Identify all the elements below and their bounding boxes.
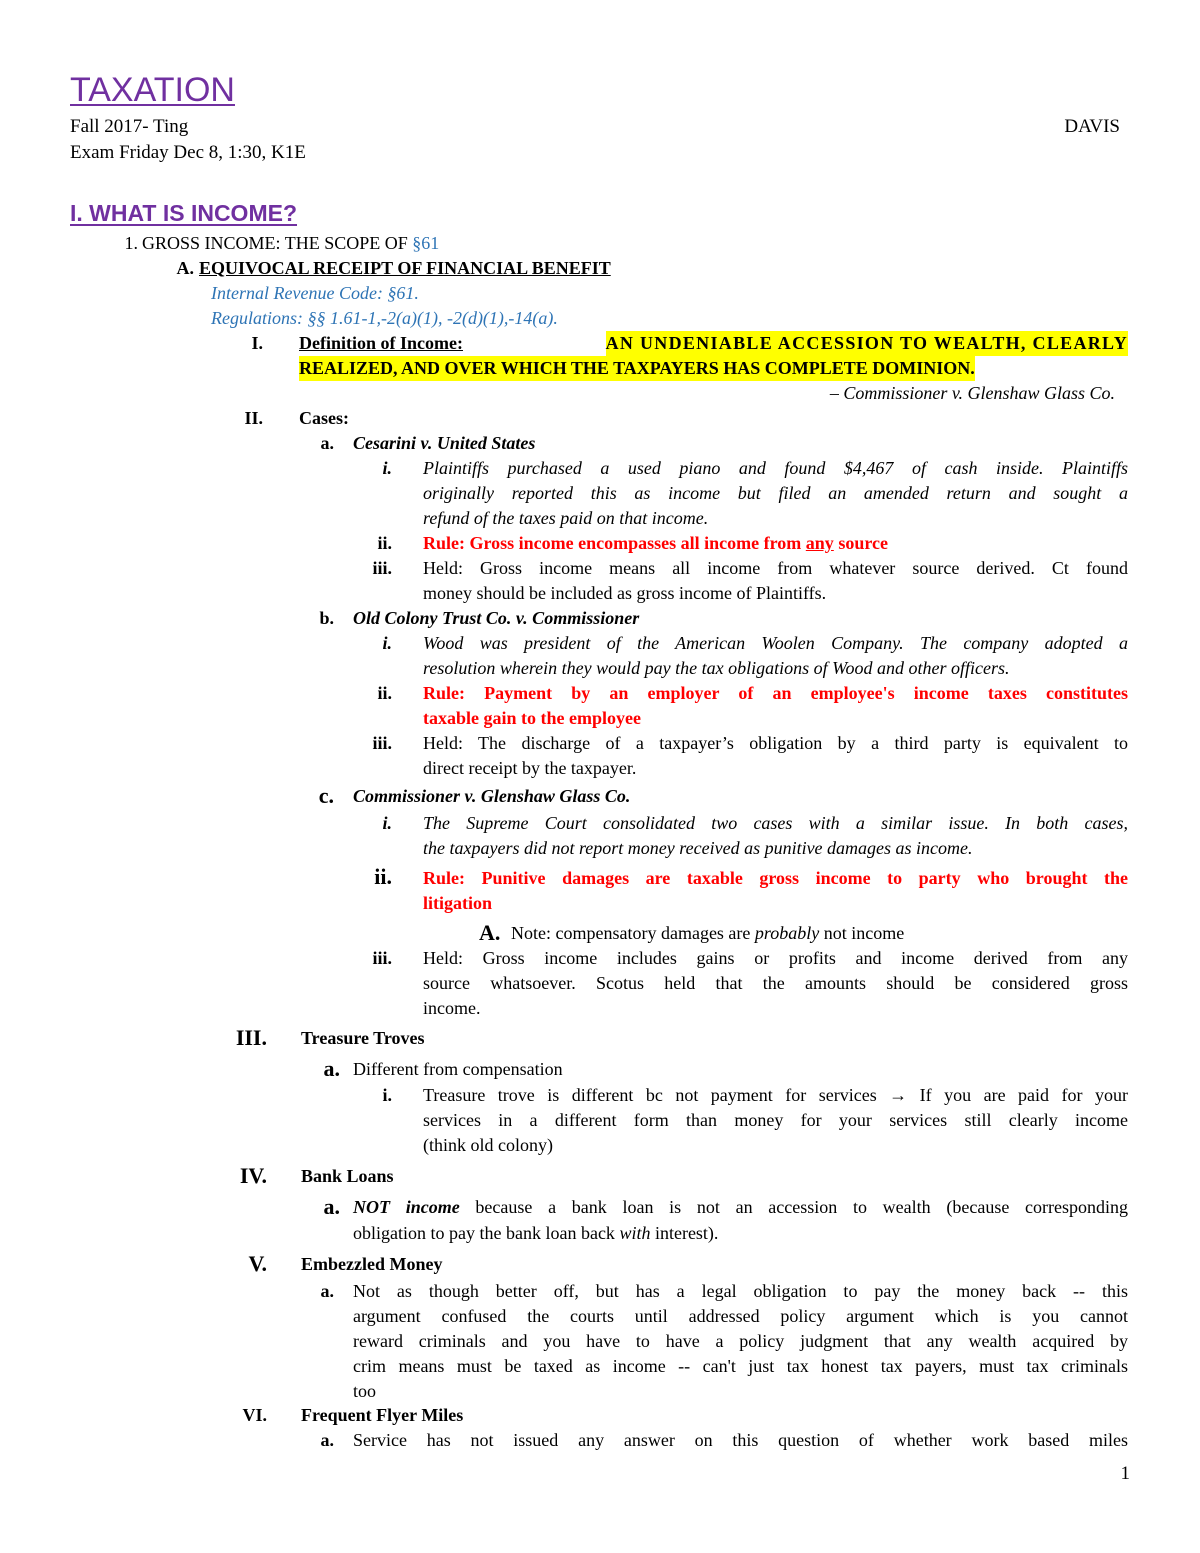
exam-line: Exam Friday Dec 8, 1:30, K1E xyxy=(70,142,306,163)
embezzled-item-a-marker: a. xyxy=(320,1281,334,1301)
regulations-reference: Regulations: §§ 1.61-1,-2(a)(1), -2(d)(1),-14(a). xyxy=(211,308,558,328)
outline-text: EQUIVOCAL RECEIPT OF FINANCIAL BENEFIT xyxy=(199,258,611,278)
treasure-troves-heading: III. Treasure Troves xyxy=(235,1025,425,1050)
outline-marker: A. xyxy=(176,258,194,278)
treasure-item-i: Treasure trove is different bc not payment for services → If you are paid for your services in a different form than money for your services still clearly income (think old colony) xyxy=(423,1085,1128,1155)
old-colony-rule: Rule: Payment by an employer of an employee's income taxes constitutes taxable gain to the employee xyxy=(423,683,1128,728)
case-name: Old Colony Trust Co. v. Commissioner xyxy=(353,608,640,628)
definition-line-1: Definition of Income: AN UNDENIABLE ACCESSION TO WEALTH, CLEARLY xyxy=(299,331,1128,356)
old-colony-rule-marker: ii. xyxy=(377,683,392,703)
irc-reference: Internal Revenue Code: §61. xyxy=(211,283,419,303)
glenshaw-rule-marker: ii. xyxy=(374,864,392,889)
cases-heading: II. Cases: xyxy=(244,408,349,428)
cesarini-rule: ii. Rule: Gross income encompasses all income from any source xyxy=(377,533,888,553)
treasure-item-a: a. Different from compensation xyxy=(323,1056,563,1081)
outline-item-1 xyxy=(0,231,1200,256)
section-heading: I. WHAT IS INCOME? xyxy=(70,200,298,226)
old-colony-facts: Wood was president of the American Woolen Company. The company adopted a resolution wherein they would pay the tax obligations of Wood and other officers. xyxy=(423,633,1128,678)
outline-marker: I. xyxy=(251,333,263,353)
glenshaw-facts-marker: i. xyxy=(382,813,392,833)
old-colony-held: Held: The discharge of a taxpayer’s obligation by a third party is equivalent to direct receipt by the taxpayer. xyxy=(423,733,1128,778)
case-glenshaw: c. Commissioner v. Glenshaw Glass Co. xyxy=(318,783,631,808)
glenshaw-held: Held: Gross income includes gains or profits and income derived from any source whatsoever. Scotus held that the amounts should be considered gross income. xyxy=(423,948,1128,1018)
case-name: Commissioner v. Glenshaw Glass Co. xyxy=(353,786,631,806)
cesarini-facts: Plaintiffs purchased a used piano and found $4,467 of cash inside. Plaintiffs originally reported this as income but filed an amended return and sought a refund of the taxes paid on that income. xyxy=(423,458,1128,528)
semester-line: Fall 2017- Ting xyxy=(70,116,189,137)
old-colony-facts-marker: i. xyxy=(382,633,392,653)
definition-line-2: REALIZED, AND OVER WHICH THE TAXPAYERS HAS COMPLETE DOMINION. xyxy=(0,356,1200,381)
bank-loans-item-a: a. NOT income because a bank loan is not an accession to wealth (because corresponding xyxy=(323,1194,1129,1219)
glenshaw-held-marker: iii. xyxy=(372,948,392,968)
cesarini-held: Held: Gross income means all income from whatever source derived. Ct found money should be included as gross income of Plaintiffs. xyxy=(423,558,1128,603)
frequent-flyer-heading: VI. Frequent Flyer Miles xyxy=(242,1405,464,1425)
outline-marker: 1. xyxy=(124,233,138,253)
bank-loans-line-2: obligation to pay the bank loan back with interest). xyxy=(353,1223,719,1243)
cesarini-held-marker: iii. xyxy=(372,558,392,578)
glenshaw-note: A. Note: compensatory damages are probably not income xyxy=(479,920,905,945)
case-old-colony: b. Old Colony Trust Co. v. Commissioner xyxy=(0,606,1200,631)
case-facts: i. xyxy=(382,458,392,478)
old-colony-held-marker: iii. xyxy=(372,733,392,753)
bank-loans-heading: IV. Bank Loans xyxy=(239,1163,394,1188)
author-name: DAVIS xyxy=(1064,116,1120,137)
glenshaw-rule: Rule: Punitive damages are taxable gross income to party who brought the litigation xyxy=(423,868,1128,913)
definition-citation: – Commissioner v. Glenshaw Glass Co. xyxy=(829,383,1115,403)
embezzled-item-a: Not as though better off, but has a legal obligation to pay the money back -- this argument confused the courts until addressed policy argument which is you cannot reward criminals and you have to have a policy judgment that any wealth acquired by crim means must be taxed as income -- can't just tax honest tax payers, must tax criminals too xyxy=(353,1281,1128,1401)
page-number: 1 xyxy=(1120,1463,1130,1484)
case-cesarini: a. Cesarini v. United States xyxy=(0,431,1200,456)
outline-item-A xyxy=(0,256,1200,281)
frequent-flyer-item-a: Service has not issued any answer on this question of whether work based miles xyxy=(353,1430,1128,1450)
outline-text: GROSS INCOME: THE SCOPE OF §61 xyxy=(142,233,440,253)
glenshaw-facts: The Supreme Court consolidated two cases with a similar issue. In both cases, the taxpayers did not report money received as punitive damages as income. xyxy=(423,813,1128,858)
case-name: Cesarini v. United States xyxy=(353,433,536,453)
frequent-flyer-item-a-marker: a. xyxy=(320,1430,334,1450)
treasure-item-i-marker: i. xyxy=(382,1085,392,1105)
doc-title: TAXATION xyxy=(70,71,235,109)
definition-item xyxy=(0,331,1200,356)
embezzled-heading: V. Embezzled Money xyxy=(248,1251,443,1276)
